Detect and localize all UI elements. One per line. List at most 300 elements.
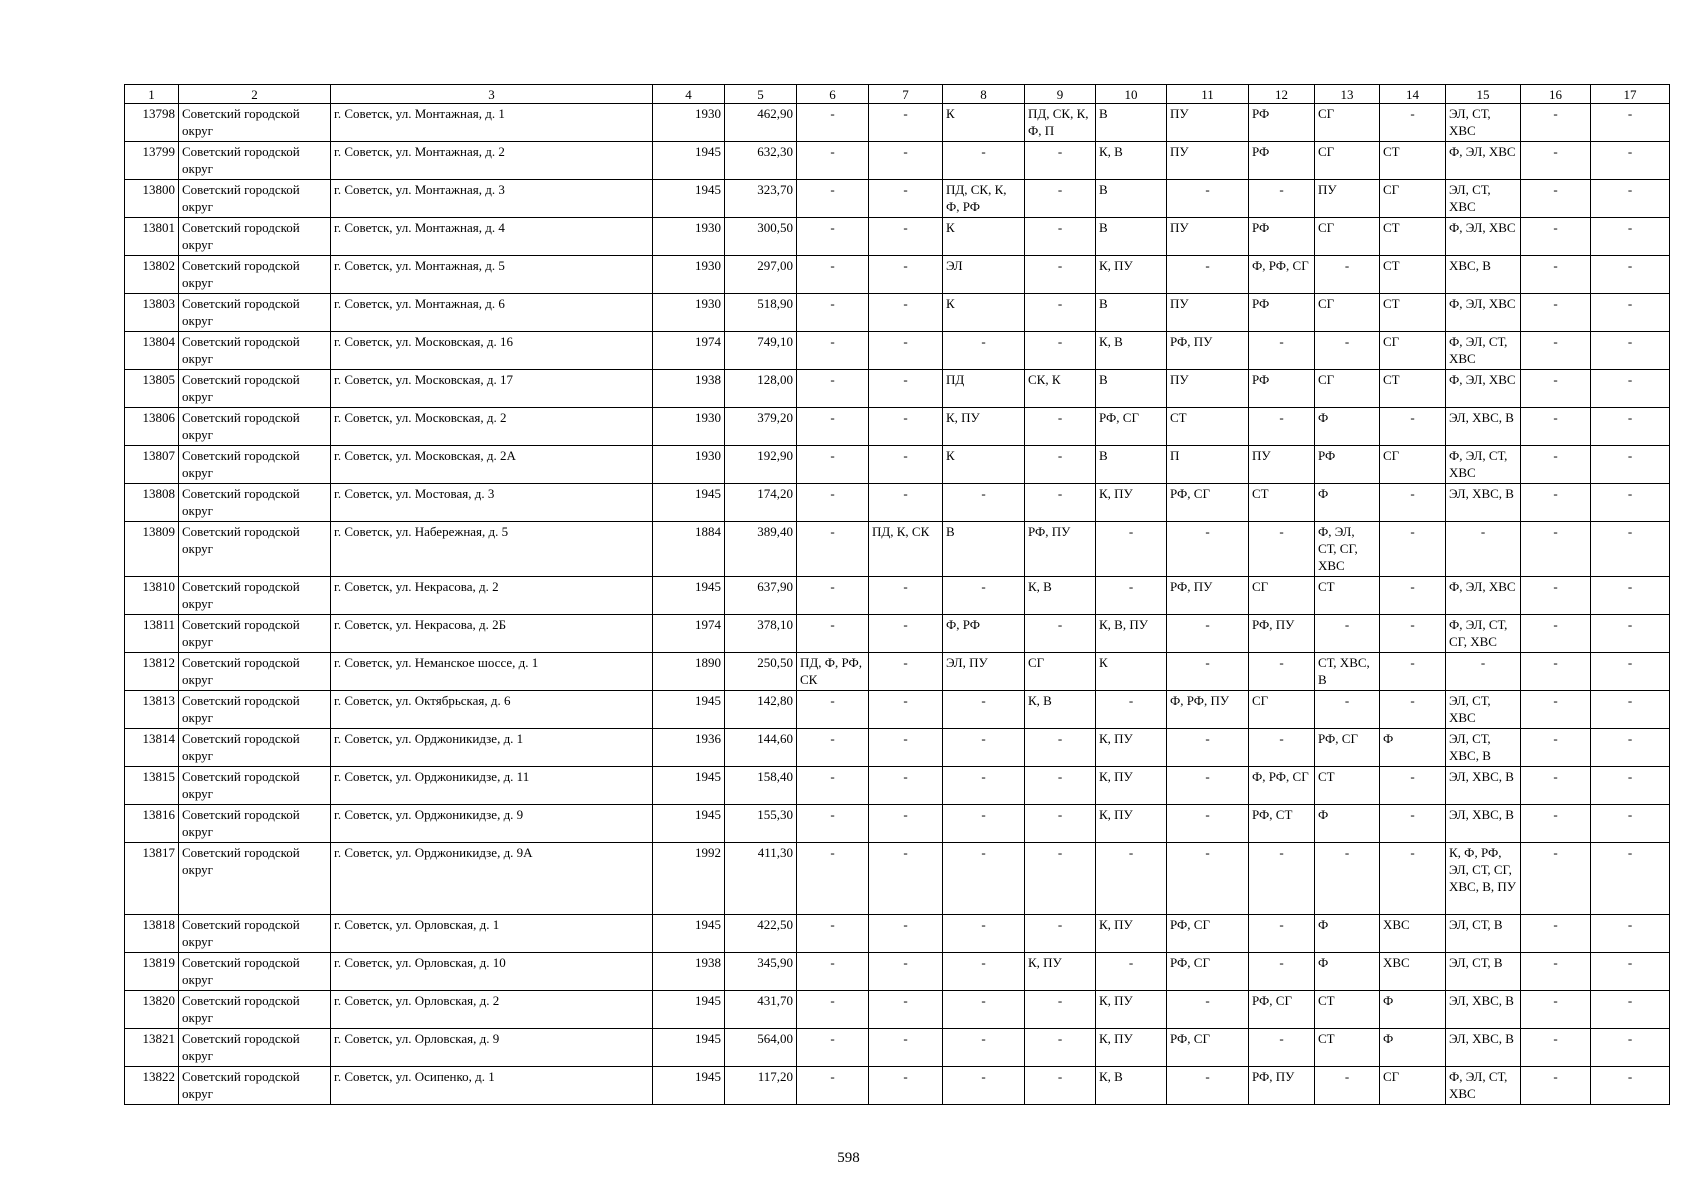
table-cell: 431,70 [725, 991, 797, 1029]
table-cell: ПУ [1315, 180, 1380, 218]
table-cell: - [943, 142, 1025, 180]
table-cell: Советский городской округ [179, 691, 331, 729]
table-cell: - [943, 332, 1025, 370]
table-cell: - [1521, 653, 1591, 691]
table-cell: 13807 [125, 446, 179, 484]
table-cell: 13804 [125, 332, 179, 370]
table-cell: СГ [1380, 180, 1446, 218]
table-cell: - [797, 767, 869, 805]
table-cell: СГ [1380, 1067, 1446, 1105]
table-cell: Ф, ЭЛ, ХВС [1446, 142, 1521, 180]
table-cell: ХВС, В [1446, 256, 1521, 294]
table-cell: РФ, СГ [1167, 484, 1249, 522]
table-row [125, 332, 1670, 370]
table-cell: 1930 [653, 218, 725, 256]
table-cell: - [797, 294, 869, 332]
table-cell: - [797, 843, 869, 915]
table-cell: - [797, 577, 869, 615]
table-cell: - [1249, 1029, 1315, 1067]
table-cell: 1945 [653, 180, 725, 218]
table-cell: В [1096, 180, 1167, 218]
table-cell: СТ [1315, 577, 1380, 615]
table-cell: г. Советск, ул. Орловская, д. 2 [331, 991, 653, 1029]
table-cell: Советский городской округ [179, 180, 331, 218]
table-cell: - [1521, 953, 1591, 991]
table-cell: 13805 [125, 370, 179, 408]
table-cell: г. Советск, ул. Октябрьская, д. 6 [331, 691, 653, 729]
table-cell: 1884 [653, 522, 725, 577]
table-cell: г. Советск, ул. Орловская, д. 10 [331, 953, 653, 991]
table-cell: Советский городской округ [179, 104, 331, 142]
table-cell: ЭЛ, СТ, ХВС [1446, 691, 1521, 729]
table-cell: К [943, 294, 1025, 332]
table-cell: СГ [1315, 294, 1380, 332]
table-cell: К, В [1096, 142, 1167, 180]
table-cell: ЭЛ, ХВС, В [1446, 1029, 1521, 1067]
table-cell: - [943, 767, 1025, 805]
table-cell: - [1167, 729, 1249, 767]
table-cell: - [869, 691, 943, 729]
table-cell: - [1521, 218, 1591, 256]
table-cell: Ф [1315, 915, 1380, 953]
table-cell: СТ [1315, 767, 1380, 805]
table-cell: - [943, 691, 1025, 729]
table-cell: 192,90 [725, 446, 797, 484]
table-cell: 1945 [653, 915, 725, 953]
table-cell: 297,00 [725, 256, 797, 294]
table-cell: - [869, 1067, 943, 1105]
table-cell: ЭЛ [943, 256, 1025, 294]
table-cell: - [869, 767, 943, 805]
column-header: 7 [869, 85, 943, 104]
table-cell: - [1249, 953, 1315, 991]
table-cell: 411,30 [725, 843, 797, 915]
table-cell: - [1591, 484, 1670, 522]
table-cell: К, ПУ [1096, 729, 1167, 767]
table-cell: - [1591, 1029, 1670, 1067]
table-cell: - [1025, 615, 1096, 653]
table-cell: г. Советск, ул. Орджоникидзе, д. 9 [331, 805, 653, 843]
table-cell: ПУ [1167, 142, 1249, 180]
table-cell: 13820 [125, 991, 179, 1029]
table-cell: г. Советск, ул. Набережная, д. 5 [331, 522, 653, 577]
table-cell: 1945 [653, 577, 725, 615]
table-cell: 749,10 [725, 332, 797, 370]
table-cell: - [943, 843, 1025, 915]
column-header: 15 [1446, 85, 1521, 104]
table-cell: 250,50 [725, 653, 797, 691]
table-cell: - [1167, 653, 1249, 691]
table-cell: - [797, 1067, 869, 1105]
table-row [125, 408, 1670, 446]
table-cell: - [797, 953, 869, 991]
table-cell: Советский городской округ [179, 484, 331, 522]
table-cell: - [943, 915, 1025, 953]
table-cell: г. Советск, ул. Монтажная, д. 1 [331, 104, 653, 142]
table-cell: - [869, 446, 943, 484]
table-cell: г. Советск, ул. Орловская, д. 1 [331, 915, 653, 953]
table-cell: г. Советск, ул. Московская, д. 16 [331, 332, 653, 370]
table-cell: К, В [1025, 691, 1096, 729]
table-cell: 564,00 [725, 1029, 797, 1067]
table-cell: 300,50 [725, 218, 797, 256]
table-cell: ПД, К, СК [869, 522, 943, 577]
table-cell: - [1591, 332, 1670, 370]
table-cell: Советский городской округ [179, 446, 331, 484]
table-cell: - [1521, 915, 1591, 953]
table-cell: В [943, 522, 1025, 577]
table-cell: - [1025, 408, 1096, 446]
table-cell: 1930 [653, 104, 725, 142]
table-cell: 389,40 [725, 522, 797, 577]
table-row [125, 104, 1670, 142]
table-cell: - [1591, 104, 1670, 142]
table-cell: - [1521, 522, 1591, 577]
table-cell: Ф [1380, 729, 1446, 767]
table-cell: - [1521, 104, 1591, 142]
table-cell: - [1249, 180, 1315, 218]
table-cell: - [1591, 142, 1670, 180]
table-row [125, 767, 1670, 805]
table-cell: ПУ [1167, 370, 1249, 408]
table-cell: 1945 [653, 1029, 725, 1067]
table-row [125, 991, 1670, 1029]
table-cell: 144,60 [725, 729, 797, 767]
table-cell: ПУ [1167, 104, 1249, 142]
table-cell: 13798 [125, 104, 179, 142]
table-cell: - [1249, 522, 1315, 577]
table-cell: - [797, 142, 869, 180]
table-cell: - [1591, 1067, 1670, 1105]
table-cell: - [1315, 615, 1380, 653]
table-cell: - [1380, 805, 1446, 843]
table-cell: 13806 [125, 408, 179, 446]
table-cell: - [1591, 294, 1670, 332]
table-row [125, 484, 1670, 522]
table-cell: г. Советск, ул. Орджоникидзе, д. 11 [331, 767, 653, 805]
table-cell: - [1249, 729, 1315, 767]
table-cell: - [869, 615, 943, 653]
table-row [125, 915, 1670, 953]
table-cell: СК, К [1025, 370, 1096, 408]
table-cell: СТ [1380, 218, 1446, 256]
table-cell: СГ [1315, 370, 1380, 408]
table-cell: - [869, 180, 943, 218]
table-cell: - [1167, 767, 1249, 805]
table-cell: - [943, 484, 1025, 522]
table-cell: 1945 [653, 805, 725, 843]
table-cell: ПД, СК, К, Ф, РФ [943, 180, 1025, 218]
table-cell: - [869, 1029, 943, 1067]
table-cell: - [1521, 615, 1591, 653]
table-cell: - [1167, 522, 1249, 577]
table-cell: В [1096, 370, 1167, 408]
table-cell: 128,00 [725, 370, 797, 408]
table-cell: - [797, 484, 869, 522]
table-cell: К, ПУ [1096, 1029, 1167, 1067]
table-cell: 1945 [653, 691, 725, 729]
table-cell: 13815 [125, 767, 179, 805]
table-cell: Ф, ЭЛ, СТ, ХВС [1446, 332, 1521, 370]
table-cell: - [1096, 691, 1167, 729]
table-cell: - [1591, 577, 1670, 615]
table-cell: СГ [1025, 653, 1096, 691]
table-cell: К, ПУ [1096, 484, 1167, 522]
table-cell: 13799 [125, 142, 179, 180]
table-cell: 142,80 [725, 691, 797, 729]
table-cell: Советский городской округ [179, 256, 331, 294]
table-cell: - [1591, 729, 1670, 767]
table-cell: Ф [1315, 953, 1380, 991]
table-cell: 1930 [653, 256, 725, 294]
table-cell: - [1315, 691, 1380, 729]
table-cell: - [1591, 767, 1670, 805]
table-cell: СГ [1380, 332, 1446, 370]
table-cell: - [1025, 142, 1096, 180]
table-cell: г. Советск, ул. Монтажная, д. 4 [331, 218, 653, 256]
table-cell: 13816 [125, 805, 179, 843]
table-cell: - [1096, 953, 1167, 991]
table-cell: СТ [1380, 294, 1446, 332]
table-cell: - [1591, 653, 1670, 691]
table-cell: 1945 [653, 484, 725, 522]
table-cell: г. Советск, ул. Монтажная, д. 6 [331, 294, 653, 332]
table-cell: - [1167, 991, 1249, 1029]
table-cell: - [1446, 522, 1521, 577]
table-cell: 1992 [653, 843, 725, 915]
table-cell: 13800 [125, 180, 179, 218]
table-row [125, 615, 1670, 653]
table-cell: - [1591, 691, 1670, 729]
table-cell: ПД, Ф, РФ, СК [797, 653, 869, 691]
table-cell: 1945 [653, 767, 725, 805]
table-cell: РФ [1315, 446, 1380, 484]
table-cell: - [1096, 843, 1167, 915]
table-cell: Ф, ЭЛ, ХВС [1446, 370, 1521, 408]
table-cell: 1974 [653, 332, 725, 370]
table-cell: - [943, 953, 1025, 991]
table-cell: 1930 [653, 294, 725, 332]
table-cell: - [943, 729, 1025, 767]
table-cell: ЭЛ, СТ, ХВС [1446, 180, 1521, 218]
table-cell: - [1249, 653, 1315, 691]
table-cell: - [1521, 691, 1591, 729]
table-cell: - [1249, 408, 1315, 446]
table-cell: К, ПУ [1096, 991, 1167, 1029]
table-cell: ХВС [1380, 953, 1446, 991]
table-cell: РФ, ПУ [1167, 332, 1249, 370]
table-cell: ЭЛ, СТ, В [1446, 953, 1521, 991]
column-header: 12 [1249, 85, 1315, 104]
table-cell: СТ [1380, 370, 1446, 408]
table-cell: - [1025, 180, 1096, 218]
table-cell: - [1591, 843, 1670, 915]
table-cell: - [1521, 332, 1591, 370]
table-cell: 1930 [653, 446, 725, 484]
table-row [125, 691, 1670, 729]
table-cell: г. Советск, ул. Московская, д. 17 [331, 370, 653, 408]
table-cell: - [1167, 180, 1249, 218]
table-cell: Советский городской округ [179, 1067, 331, 1105]
table-cell: - [1591, 615, 1670, 653]
table-row [125, 522, 1670, 577]
table-cell: - [1521, 446, 1591, 484]
page-number: 598 [837, 1150, 860, 1166]
table-cell: СТ [1315, 1029, 1380, 1067]
table-cell: - [1025, 218, 1096, 256]
table-cell: - [869, 915, 943, 953]
table-cell: г. Советск, ул. Неманское шоссе, д. 1 [331, 653, 653, 691]
table-cell: РФ, ПУ [1249, 615, 1315, 653]
table-cell: Советский городской округ [179, 729, 331, 767]
table-cell: РФ [1249, 104, 1315, 142]
table-cell: - [1521, 577, 1591, 615]
table-cell: г. Советск, ул. Орджоникидзе, д. 1 [331, 729, 653, 767]
table-cell: ЭЛ, ХВС, В [1446, 484, 1521, 522]
table-cell: г. Советск, ул. Московская, д. 2А [331, 446, 653, 484]
table-cell: - [869, 843, 943, 915]
table-cell: 13803 [125, 294, 179, 332]
table-cell: - [797, 332, 869, 370]
table-cell: Советский городской округ [179, 1029, 331, 1067]
table-cell: - [1591, 991, 1670, 1029]
table-cell: - [943, 1029, 1025, 1067]
table-cell: - [1315, 1067, 1380, 1105]
table-cell: РФ, ПУ [1025, 522, 1096, 577]
table-cell: ЭЛ, ПУ [943, 653, 1025, 691]
column-header: 14 [1380, 85, 1446, 104]
table-cell: - [869, 218, 943, 256]
table-row [125, 653, 1670, 691]
table-cell: - [1521, 484, 1591, 522]
table-cell: К, В, ПУ [1096, 615, 1167, 653]
table-cell: - [943, 991, 1025, 1029]
table-cell: - [869, 653, 943, 691]
table-cell: 117,20 [725, 1067, 797, 1105]
table-cell: г. Советск, ул. Московская, д. 2 [331, 408, 653, 446]
table-cell: - [869, 294, 943, 332]
table-row [125, 577, 1670, 615]
table-cell: К, ПУ [1096, 256, 1167, 294]
column-header: 17 [1591, 85, 1670, 104]
table-cell: - [1167, 256, 1249, 294]
table-cell: Ф, РФ [943, 615, 1025, 653]
column-header: 6 [797, 85, 869, 104]
table-cell: - [1380, 408, 1446, 446]
table-cell: 323,70 [725, 180, 797, 218]
table-cell: - [1591, 370, 1670, 408]
table-cell: - [1591, 256, 1670, 294]
table-cell: 13822 [125, 1067, 179, 1105]
table-cell: - [1521, 294, 1591, 332]
table-cell: РФ, СГ [1096, 408, 1167, 446]
table-row [125, 1029, 1670, 1067]
table-cell: - [1315, 843, 1380, 915]
table-cell: - [1521, 767, 1591, 805]
table-cell: Ф [1315, 408, 1380, 446]
table-cell: ПУ [1167, 218, 1249, 256]
table-cell: - [869, 256, 943, 294]
table-cell: 155,30 [725, 805, 797, 843]
table-cell: - [797, 1029, 869, 1067]
table-cell: ЭЛ, ХВС, В [1446, 991, 1521, 1029]
table-cell: РФ [1249, 142, 1315, 180]
table-cell: СТ, ХВС, В [1315, 653, 1380, 691]
table-cell: - [1591, 915, 1670, 953]
table-cell: Ф, ЭЛ, ХВС [1446, 218, 1521, 256]
table-cell: - [1521, 370, 1591, 408]
table-cell: ПД, СК, К, Ф, П [1025, 104, 1096, 142]
table-cell: 345,90 [725, 953, 797, 991]
table-cell: - [1380, 767, 1446, 805]
table-cell: - [869, 577, 943, 615]
table-cell: - [797, 104, 869, 142]
table-cell: - [1380, 577, 1446, 615]
table-cell: 462,90 [725, 104, 797, 142]
table-cell: - [1591, 408, 1670, 446]
table-cell: 518,90 [725, 294, 797, 332]
table-cell: - [797, 805, 869, 843]
table-cell: 13802 [125, 256, 179, 294]
table-cell: - [869, 805, 943, 843]
table-cell: 13801 [125, 218, 179, 256]
table-cell: РФ, ПУ [1249, 1067, 1315, 1105]
table-cell: ЭЛ, СТ, ХВС, В [1446, 729, 1521, 767]
table-cell: - [869, 370, 943, 408]
table-cell: - [1521, 142, 1591, 180]
table-cell: ЭЛ, ХВС, В [1446, 805, 1521, 843]
table-cell: 378,10 [725, 615, 797, 653]
table-cell: 1890 [653, 653, 725, 691]
table-cell: - [1249, 915, 1315, 953]
table-cell: СТ [1249, 484, 1315, 522]
table-cell: 1938 [653, 370, 725, 408]
table-cell: г. Советск, ул. Некрасова, д. 2Б [331, 615, 653, 653]
table-cell: г. Советск, ул. Орловская, д. 9 [331, 1029, 653, 1067]
table-cell: - [797, 370, 869, 408]
table-cell: - [797, 615, 869, 653]
table-cell: РФ, СГ [1315, 729, 1380, 767]
table-cell: 13811 [125, 615, 179, 653]
table-cell: Ф, РФ, СГ [1249, 767, 1315, 805]
table-cell: - [869, 142, 943, 180]
table-cell: ХВС [1380, 915, 1446, 953]
table-cell: Советский городской округ [179, 577, 331, 615]
table-cell: - [797, 218, 869, 256]
table-row [125, 256, 1670, 294]
table-cell: 13821 [125, 1029, 179, 1067]
table-cell: В [1096, 104, 1167, 142]
column-header: 13 [1315, 85, 1380, 104]
table-cell: РФ, СГ [1249, 991, 1315, 1029]
table-cell: К, ПУ [943, 408, 1025, 446]
table-row [125, 370, 1670, 408]
table-cell: - [797, 991, 869, 1029]
table-cell: - [1380, 615, 1446, 653]
table-cell: ЭЛ, ХВС, В [1446, 408, 1521, 446]
table-cell: СГ [1315, 104, 1380, 142]
table-cell: - [869, 991, 943, 1029]
table-cell: Ф, РФ, ПУ [1167, 691, 1249, 729]
table-cell: ПД [943, 370, 1025, 408]
table-cell: г. Советск, ул. Монтажная, д. 2 [331, 142, 653, 180]
table-cell: К, ПУ [1096, 915, 1167, 953]
table-cell: - [797, 915, 869, 953]
table-cell: Советский городской округ [179, 991, 331, 1029]
table-cell: В [1096, 294, 1167, 332]
table-cell: РФ, СГ [1167, 915, 1249, 953]
table-cell: РФ, ПУ [1167, 577, 1249, 615]
